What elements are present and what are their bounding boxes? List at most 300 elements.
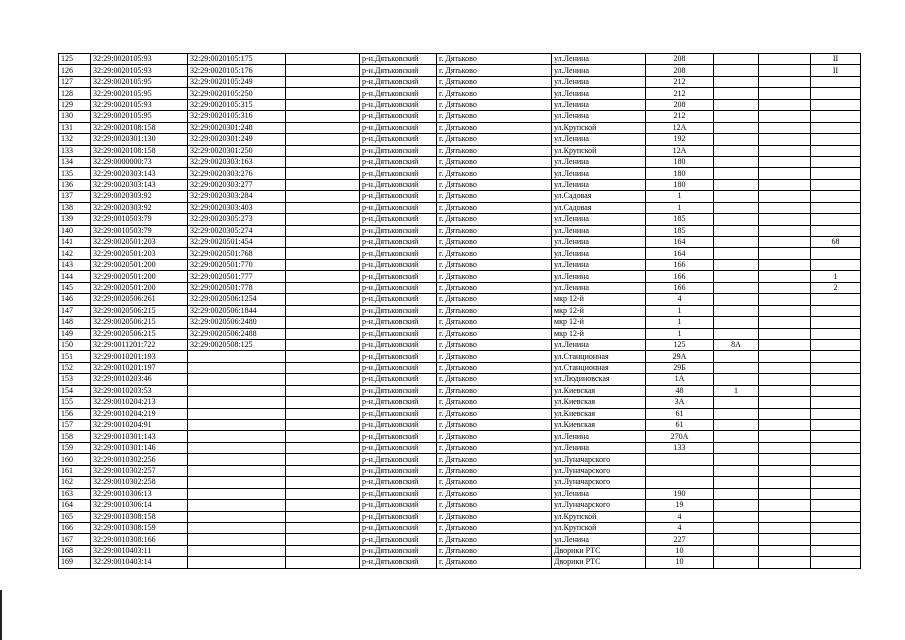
building-number [714,374,759,385]
house-number: 133 [646,442,714,453]
object-number: 32:29:0020303:284 [188,191,286,202]
district: р-н.Дятьковский [360,317,437,328]
street: ул.Ленина [552,168,646,179]
parcel-number: 32:29:0020105:95 [91,88,188,99]
unit-number [811,179,861,190]
city: г. Дятьково [437,179,552,190]
apartment-cell [759,465,811,476]
city: г. Дятьково [437,99,552,110]
house-number: 1 [646,202,714,213]
row-number: 160 [59,454,91,465]
house-number: 164 [646,248,714,259]
row-number: 148 [59,317,91,328]
blank-cell [286,202,360,213]
street: ул.Киевская [552,408,646,419]
apartment-cell [759,339,811,350]
parcel-number: 32:29:0010302:256 [91,454,188,465]
table-row [59,214,861,225]
row-number: 159 [59,442,91,453]
row-number: 158 [59,431,91,442]
object-number: 32:29:0020301:248 [188,122,286,133]
city: г. Дятьково [437,317,552,328]
district: р-н.Дятьковский [360,500,437,511]
city: г. Дятьково [437,65,552,76]
table-row [59,477,861,488]
object-number [188,477,286,488]
object-number: 32:29:0020305:273 [188,214,286,225]
row-number: 130 [59,111,91,122]
house-number: 19 [646,500,714,511]
row-number: 129 [59,99,91,110]
table-row [59,397,861,408]
house-number: 212 [646,111,714,122]
city: г. Дятьково [437,271,552,282]
parcel-number: 32:29:0010203:46 [91,374,188,385]
apartment-cell [759,88,811,99]
building-number [714,488,759,499]
city: г. Дятьково [437,76,552,87]
unit-number [811,214,861,225]
object-number [188,534,286,545]
row-number: 135 [59,168,91,179]
parcel-number: 32:29:0010302:257 [91,465,188,476]
district: р-н.Дятьковский [360,54,437,65]
unit-number [811,408,861,419]
row-number: 138 [59,202,91,213]
table-row [59,500,861,511]
unit-number [811,339,861,350]
apartment-cell [759,168,811,179]
table-row [59,351,861,362]
building-number [714,305,759,316]
parcel-number: 32:29:0020501:203 [91,237,188,248]
city: г. Дятьково [437,374,552,385]
object-number [188,408,286,419]
building-number [714,88,759,99]
table-row [59,545,861,556]
object-number: 32:29:0020508:125 [188,339,286,350]
blank-cell [286,168,360,179]
unit-number [811,145,861,156]
row-number: 133 [59,145,91,156]
blank-cell [286,374,360,385]
table-row [59,420,861,431]
street: ул.Луначарского [552,465,646,476]
row-number: 145 [59,282,91,293]
parcel-number: 32:29:0000000:73 [91,156,188,167]
table-row [59,156,861,167]
row-number: 150 [59,339,91,350]
street: ул.Станционная [552,362,646,373]
street: ул.Киевская [552,397,646,408]
city: г. Дятьково [437,454,552,465]
object-number: 32:29:0020506:2480 [188,317,286,328]
building-number [714,454,759,465]
building-number [714,156,759,167]
object-number: 32:29:0020501:768 [188,248,286,259]
house-number: 192 [646,134,714,145]
district: р-н.Дятьковский [360,225,437,236]
blank-cell [286,454,360,465]
building-number [714,202,759,213]
district: р-н.Дятьковский [360,237,437,248]
parcel-number: 32:29:0020108:158 [91,145,188,156]
table-row [59,557,861,568]
unit-number [811,191,861,202]
city: г. Дятьково [437,237,552,248]
street: ул.Киевская [552,385,646,396]
building-number [714,122,759,133]
blank-cell [286,134,360,145]
street: ул.Луначарского [552,500,646,511]
unit-number [811,134,861,145]
parcel-number: 32:29:0010306:14 [91,500,188,511]
street: ул.Ленина [552,534,646,545]
building-number [714,179,759,190]
object-number: 32:29:0020501:454 [188,237,286,248]
apartment-cell [759,534,811,545]
apartment-cell [759,454,811,465]
table-row [59,99,861,110]
apartment-cell [759,214,811,225]
apartment-cell [759,511,811,522]
blank-cell [286,259,360,270]
row-number: 144 [59,271,91,282]
unit-number [811,420,861,431]
city: г. Дятьково [437,397,552,408]
street: ул.Крупской [552,122,646,133]
apartment-cell [759,500,811,511]
house-number: 166 [646,271,714,282]
blank-cell [286,522,360,533]
unit-number [811,465,861,476]
blank-cell [286,111,360,122]
district: р-н.Дятьковский [360,545,437,556]
apartment-cell [759,385,811,396]
parcel-number: 32:29:0010301:143 [91,431,188,442]
row-number: 149 [59,328,91,339]
apartment-cell [759,99,811,110]
street: ул.Ленина [552,111,646,122]
parcel-number: 32:29:0011201:722 [91,339,188,350]
building-number [714,65,759,76]
district: р-н.Дятьковский [360,362,437,373]
row-number: 168 [59,545,91,556]
district: р-н.Дятьковский [360,442,437,453]
table-row [59,305,861,316]
table-row [59,225,861,236]
unit-number: 68 [811,237,861,248]
blank-cell [286,431,360,442]
street: ул.Ленина [552,156,646,167]
apartment-cell [759,259,811,270]
street: ул.Ленина [552,431,646,442]
parcel-number: 32:29:0020506:261 [91,294,188,305]
object-number: 32:29:0020303:277 [188,179,286,190]
house-number: 10 [646,557,714,568]
building-number [714,328,759,339]
street: ул.Ленина [552,488,646,499]
row-number: 166 [59,522,91,533]
object-number [188,511,286,522]
city: г. Дятьково [437,134,552,145]
object-number [188,397,286,408]
object-number [188,431,286,442]
apartment-cell [759,420,811,431]
blank-cell [286,76,360,87]
city: г. Дятьково [437,362,552,373]
apartment-cell [759,145,811,156]
row-number: 141 [59,237,91,248]
blank-cell [286,54,360,65]
table-row [59,431,861,442]
street: ул.Ленина [552,54,646,65]
row-number: 142 [59,248,91,259]
row-number: 137 [59,191,91,202]
city: г. Дятьково [437,202,552,213]
city: г. Дятьково [437,420,552,431]
street: ул.Станционная [552,351,646,362]
parcel-number: 32:29:0010201:197 [91,362,188,373]
row-number: 139 [59,214,91,225]
blank-cell [286,328,360,339]
city: г. Дятьково [437,191,552,202]
street: Дворики РТС [552,557,646,568]
district: р-н.Дятьковский [360,65,437,76]
apartment-cell [759,65,811,76]
street: ул.Ленина [552,225,646,236]
row-number: 132 [59,134,91,145]
table-row [59,202,861,213]
street: ул.Ленина [552,442,646,453]
house-number: 190 [646,488,714,499]
parcel-number: 32:29:0010503:79 [91,225,188,236]
unit-number: II [811,65,861,76]
street: ул.Ленина [552,339,646,350]
apartment-cell [759,122,811,133]
city: г. Дятьково [437,477,552,488]
district: р-н.Дятьковский [360,259,437,270]
scan-edge-line [0,590,2,640]
city: г. Дятьково [437,328,552,339]
district: р-н.Дятьковский [360,76,437,87]
unit-number [811,202,861,213]
building-number [714,225,759,236]
parcel-number: 32:29:0010204:91 [91,420,188,431]
parcel-number: 32:29:0020105:95 [91,111,188,122]
parcel-number: 32:29:0020506:215 [91,305,188,316]
street: ул.Ленина [552,88,646,99]
house-number: 208 [646,99,714,110]
house-number: 12А [646,122,714,133]
unit-number [811,259,861,270]
apartment-cell [759,351,811,362]
district: р-н.Дятьковский [360,191,437,202]
unit-number [811,111,861,122]
city: г. Дятьково [437,465,552,476]
city: г. Дятьково [437,168,552,179]
house-number: 61 [646,408,714,419]
object-number: 32:29:0020506:1844 [188,305,286,316]
parcel-number: 32:29:0020303:143 [91,168,188,179]
street: Дворики РТС [552,545,646,556]
parcel-number: 32:29:0010308:159 [91,522,188,533]
street: ул.Крупской [552,522,646,533]
table-row [59,271,861,282]
blank-cell [286,145,360,156]
building-number [714,271,759,282]
house-number: 4 [646,294,714,305]
building-number [714,534,759,545]
row-number: 156 [59,408,91,419]
row-number: 157 [59,420,91,431]
parcel-number: 32:29:0010308:158 [91,511,188,522]
blank-cell [286,465,360,476]
city: г. Дятьково [437,431,552,442]
object-number: 32:29:0020301:249 [188,134,286,145]
house-number: 164 [646,237,714,248]
building-number [714,465,759,476]
object-number: 32:29:0020303:163 [188,156,286,167]
district: р-н.Дятьковский [360,111,437,122]
apartment-cell [759,488,811,499]
street: ул.Крупской [552,511,646,522]
district: р-н.Дятьковский [360,339,437,350]
unit-number [811,156,861,167]
city: г. Дятьково [437,385,552,396]
district: р-н.Дятьковский [360,351,437,362]
district: р-н.Дятьковский [360,557,437,568]
city: г. Дятьково [437,511,552,522]
object-number [188,420,286,431]
house-number: 180 [646,168,714,179]
parcel-number: 32:29:0020105:93 [91,65,188,76]
parcel-number: 32:29:0020501:200 [91,282,188,293]
unit-number [811,431,861,442]
district: р-н.Дятьковский [360,122,437,133]
apartment-cell [759,305,811,316]
object-number: 32:29:0020303:276 [188,168,286,179]
row-number: 161 [59,465,91,476]
city: г. Дятьково [437,282,552,293]
district: р-н.Дятьковский [360,145,437,156]
apartment-cell [759,111,811,122]
row-number: 143 [59,259,91,270]
district: р-н.Дятьковский [360,477,437,488]
building-number [714,317,759,328]
unit-number [811,397,861,408]
building-number [714,282,759,293]
building-number [714,442,759,453]
blank-cell [286,545,360,556]
district: р-н.Дятьковский [360,534,437,545]
blank-cell [286,500,360,511]
row-number: 128 [59,88,91,99]
building-number [714,214,759,225]
row-number: 134 [59,156,91,167]
unit-number [811,99,861,110]
unit-number [811,442,861,453]
unit-number [811,225,861,236]
table-row [59,134,861,145]
blank-cell [286,317,360,328]
building-number [714,54,759,65]
object-number: 32:29:0020301:250 [188,145,286,156]
unit-number [811,305,861,316]
blank-cell [286,408,360,419]
apartment-cell [759,179,811,190]
building-number: 8А [714,339,759,350]
street: ул.Ленина [552,134,646,145]
unit-number [811,362,861,373]
unit-number: II [811,54,861,65]
city: г. Дятьково [437,122,552,133]
city: г. Дятьково [437,54,552,65]
district: р-н.Дятьковский [360,385,437,396]
table-row [59,179,861,190]
unit-number [811,248,861,259]
table-row [59,385,861,396]
blank-cell [286,225,360,236]
apartment-cell [759,271,811,282]
blank-cell [286,99,360,110]
house-number: 48 [646,385,714,396]
street: мкр 12-й [552,328,646,339]
unit-number: 2 [811,282,861,293]
object-number: 32:29:0020506:1254 [188,294,286,305]
row-number: 154 [59,385,91,396]
house-number: 1 [646,317,714,328]
table-row [59,442,861,453]
object-number: 32:29:0020501:770 [188,259,286,270]
table-body [59,54,861,569]
row-number: 164 [59,500,91,511]
parcel-number: 32:29:0020301:130 [91,134,188,145]
building-number [714,397,759,408]
object-number: 32:29:0020506:2488 [188,328,286,339]
apartment-cell [759,431,811,442]
building-number [714,111,759,122]
blank-cell [286,271,360,282]
table-row [59,374,861,385]
street: ул.Киевская [552,420,646,431]
blank-cell [286,156,360,167]
object-number [188,465,286,476]
unit-number [811,317,861,328]
street: ул.Садовая [552,191,646,202]
street: ул.Ленина [552,282,646,293]
house-number: 185 [646,225,714,236]
row-number: 147 [59,305,91,316]
street: ул.Ленина [552,99,646,110]
table-row [59,122,861,133]
row-number: 131 [59,122,91,133]
city: г. Дятьково [437,557,552,568]
district: р-н.Дятьковский [360,408,437,419]
parcel-number: 32:29:0010204:213 [91,397,188,408]
blank-cell [286,248,360,259]
registry-table [58,53,861,569]
row-number: 152 [59,362,91,373]
apartment-cell [759,557,811,568]
blank-cell [286,214,360,225]
apartment-cell [759,156,811,167]
parcel-number: 32:29:0010403:11 [91,545,188,556]
city: г. Дятьково [437,294,552,305]
object-number: 32:29:0020105:316 [188,111,286,122]
apartment-cell [759,248,811,259]
apartment-cell [759,294,811,305]
